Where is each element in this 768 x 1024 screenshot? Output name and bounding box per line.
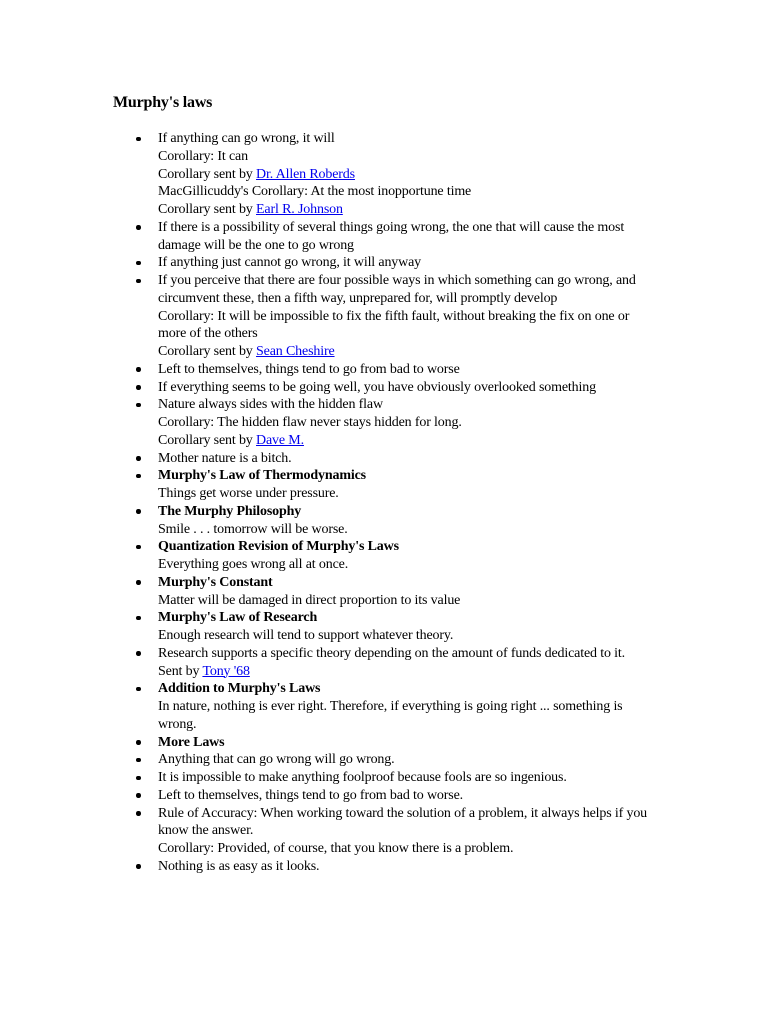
list-item — [158, 272, 653, 361]
law-heading: The Murphy Philosophy — [158, 503, 302, 519]
list-item — [158, 450, 653, 468]
law-text-content: In nature, nothing is ever right. Therefore, if everything is going right ... something is wrong. — [158, 699, 623, 732]
sender-link[interactable]: Earl R. Johnson — [256, 202, 343, 217]
law-text — [158, 396, 653, 414]
law-text-content: Mother nature is a bitch. — [158, 450, 292, 466]
law-text — [158, 254, 653, 272]
law-text-content: If there is a possibility of several things going wrong, the one that will cause the most damage will be the one to go wrong — [158, 219, 625, 253]
sender-link[interactable]: Tony '68 — [202, 663, 250, 679]
law-text — [158, 414, 653, 432]
law-text — [158, 219, 653, 255]
law-text-content: Everything goes wrong all at once. — [158, 557, 349, 572]
law-heading: Addition to Murphy's Laws — [158, 681, 321, 697]
law-text — [158, 805, 653, 841]
law-text-content: MacGillicuddy's Corollary: At the most inopportune time — [158, 184, 472, 200]
law-text — [158, 166, 653, 184]
list-item — [158, 379, 653, 397]
law-text — [158, 663, 653, 681]
law-text — [158, 840, 653, 858]
list-item — [158, 254, 653, 272]
law-text-content: Smile . . . tomorrow will be worse. — [158, 521, 348, 537]
laws-list — [113, 130, 653, 876]
law-text-content: Corollary sent by — [158, 166, 257, 182]
law-text-content: Corollary: Provided, of course, that you know there is a problem. — [158, 841, 514, 856]
list-item — [158, 680, 653, 733]
law-text — [158, 272, 653, 308]
law-text — [158, 432, 653, 450]
law-text-content: Corollary: It can — [158, 148, 248, 164]
law-text-content: Things get worse under pressure. — [158, 486, 339, 501]
law-text — [158, 379, 653, 397]
list-item — [158, 361, 653, 379]
law-text-content: Corollary sent by — [158, 432, 257, 448]
law-heading: More Laws — [158, 734, 225, 750]
law-text — [158, 769, 653, 787]
list-item — [158, 769, 653, 787]
list-item — [158, 467, 653, 503]
law-text-content: It is impossible to make anything foolproof because fools are so ingenious. — [158, 770, 567, 785]
law-heading: Murphy's Law of Thermodynamics — [158, 468, 366, 484]
law-text — [158, 148, 653, 166]
law-text — [158, 556, 653, 574]
law-text — [158, 361, 653, 379]
page-title: Murphy's laws — [113, 94, 213, 111]
law-text — [158, 201, 653, 219]
list-item — [158, 538, 653, 574]
law-text — [158, 645, 653, 663]
law-text-content: Matter will be damaged in direct proportion to its value — [158, 592, 461, 608]
sender-link[interactable]: Sean Cheshire — [256, 344, 335, 359]
list-item — [158, 574, 653, 610]
law-text — [158, 183, 653, 201]
law-text-content: If everything seems to be going well, you have obviously overlooked something — [158, 379, 596, 395]
law-text — [158, 521, 653, 539]
list-item — [158, 503, 653, 539]
law-text-content: Nature always sides with the hidden flaw — [158, 397, 383, 413]
law-text-content: Left to themselves, things tend to go from bad to worse — [158, 361, 460, 377]
law-heading: Quantization Revision of Murphy's Laws — [158, 539, 399, 555]
list-item — [158, 396, 653, 449]
law-text-content: Corollary sent by — [158, 202, 257, 217]
list-item — [158, 609, 653, 645]
list-item — [158, 645, 653, 681]
law-text — [158, 751, 653, 769]
list-item — [158, 858, 653, 876]
law-text-content: Rule of Accuracy: When working toward the solution of a problem, it always helps if you know the answer. — [158, 805, 648, 839]
list-item — [158, 219, 653, 255]
law-text — [158, 592, 653, 610]
law-text-content: Left to themselves, things tend to go from bad to worse. — [158, 787, 463, 803]
law-text — [158, 627, 653, 645]
law-heading: Murphy's Constant — [158, 574, 273, 590]
law-text — [158, 130, 653, 148]
law-text-content: Corollary sent by — [158, 344, 257, 359]
law-text — [158, 698, 653, 734]
law-text-content: Nothing is as easy as it looks. — [158, 858, 320, 874]
document-page — [113, 92, 653, 876]
law-text-content: If you perceive that there are four possible ways in which something can go wrong, and circumvent these, then a fifth way, unprepared for, will promptly develop — [158, 273, 636, 306]
list-item — [158, 130, 653, 219]
law-text — [158, 343, 653, 361]
sender-link[interactable]: Dr. Allen Roberds — [256, 166, 355, 182]
law-text-content: Corollary: The hidden flaw never stays hidden for long. — [158, 415, 462, 430]
law-text-content: Sent by — [158, 663, 203, 679]
law-text-content: Corollary: It will be impossible to fix the fifth fault, without breaking the fix on one or more of the others — [158, 308, 630, 342]
law-text — [158, 485, 653, 503]
law-text-content: Enough research will tend to support whatever theory. — [158, 628, 454, 643]
list-item — [158, 734, 653, 752]
law-heading: Murphy's Law of Research — [158, 610, 318, 626]
law-text-content: Anything that can go wrong will go wrong. — [158, 752, 395, 768]
law-text — [158, 450, 653, 468]
list-item — [158, 751, 653, 769]
sender-link[interactable]: Dave M. — [256, 432, 304, 448]
list-item — [158, 787, 653, 805]
law-text — [158, 308, 653, 344]
list-item — [158, 805, 653, 858]
law-text — [158, 787, 653, 805]
law-text-content: If anything can go wrong, it will — [158, 131, 335, 146]
law-text — [158, 858, 653, 876]
law-text-content: Research supports a specific theory depending on the amount of funds dedicated to it. — [158, 645, 626, 661]
law-text-content: If anything just cannot go wrong, it will anyway — [158, 255, 422, 271]
